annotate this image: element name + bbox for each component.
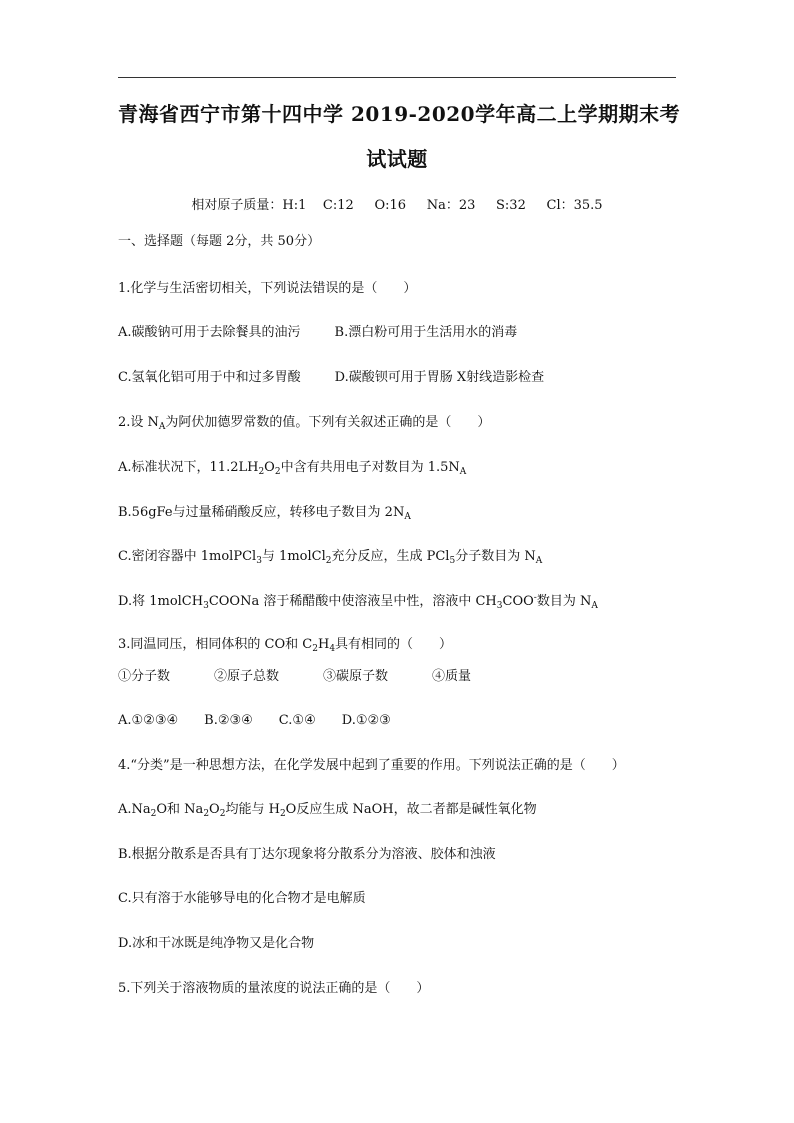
text: O — [209, 802, 220, 817]
question-1-options-ab — [118, 324, 517, 342]
page-title-continued: 试试题 — [366, 147, 428, 171]
text: 中含有共用电子对数目为 1.5N — [280, 460, 460, 475]
q3-option-a: A.①②③④ — [118, 713, 179, 728]
text: 分子数目为 N — [455, 549, 536, 564]
question-4-stem: 4.“分类”是一种思想方法，在化学发展中起到了重要的作用。下列说法正确的是（ ） — [118, 758, 625, 773]
q3-item: ④质量 — [432, 669, 472, 684]
text: 均能与 H — [225, 802, 280, 817]
subscript: 2 — [150, 809, 157, 819]
question-3-options — [118, 712, 391, 730]
subscript: 2 — [219, 809, 226, 819]
subscript: A — [591, 601, 598, 611]
subscript: A — [459, 467, 467, 477]
q2-stem-text: 2.设 N — [118, 415, 159, 430]
subscript: 2 — [325, 556, 332, 566]
q1-option-a: A.碳酸钠可用于去除餐具的油污 — [118, 325, 301, 340]
superscript: - — [533, 593, 537, 603]
q2-option-d — [118, 593, 598, 611]
header-rule — [118, 77, 676, 78]
q3-item: ③碳原子数 — [323, 669, 389, 684]
subscript: 2 — [274, 467, 281, 477]
text: A.标准状况下，11.2LH — [118, 460, 259, 475]
subscript: 2 — [258, 467, 265, 477]
text: 充分反应，生成 PCl — [331, 549, 450, 564]
text: COONa 溶于稀醋酸中使溶液呈中性，溶液中 CH — [208, 594, 497, 609]
question-3-stem — [118, 636, 452, 654]
text: O反应生成 NaOH，故二者都是碱性氧化物 — [285, 802, 537, 817]
subscript: 2 — [203, 809, 210, 819]
text: 3.同温同压，相同体积的 CO和 C — [118, 637, 313, 652]
subscript: 2 — [279, 809, 286, 819]
subscript: 3 — [496, 601, 503, 611]
q2-stem-text-end: 为阿伏加德罗常数的值。下列有关叙述正确的是（ ） — [165, 415, 491, 430]
text: C.密闭容器中 1molPCl — [118, 549, 257, 564]
q2-stem-sub: A — [158, 422, 166, 432]
text: 数目为 N — [536, 594, 592, 609]
text: A.Na — [118, 802, 151, 817]
section-heading: 一、选择题（每题 2分，共 50分） — [118, 234, 321, 249]
subscript: 4 — [329, 644, 336, 654]
q3-item: ①分子数 — [118, 669, 171, 684]
q1-option-d: D.碳酸钡可用于胃肠 X射线造影检查 — [334, 370, 545, 385]
q4-option-a — [118, 801, 537, 819]
q1-option-b: B.漂白粉可用于生活用水的消毒 — [334, 325, 518, 340]
text: D.将 1molCH — [118, 594, 204, 609]
text: O和 Na — [156, 802, 204, 817]
page-title: 青海省西宁市第十四中学 2019-2020学年高二上学期期末考 — [118, 102, 681, 126]
subscript: 5 — [449, 556, 456, 566]
q1-option-c: C.氢氧化铝可用于中和过多胃酸 — [118, 370, 301, 385]
q4-option-b: B.根据分散系是否具有丁达尔现象将分散系分为溶液、胶体和浊液 — [118, 847, 496, 862]
atomic-masses: 相对原子质量：H:1 C:12 O:16 Na：23 S:32 Cl：35.5 — [191, 198, 603, 213]
q4-option-c: C.只有溶于水能够导电的化合物才是电解质 — [118, 891, 366, 906]
q3-option-c: C.①④ — [278, 713, 316, 728]
q3-option-d: D.①②③ — [341, 713, 391, 728]
question-1-options-cd — [118, 369, 544, 387]
q3-item: ②原子总数 — [214, 669, 280, 684]
question-3-items — [118, 668, 471, 686]
q2-option-a — [118, 459, 466, 477]
subscript: 3 — [256, 556, 262, 566]
text: O — [264, 460, 275, 475]
text: 具有相同的（ ） — [335, 637, 453, 652]
text: 与 1molCl — [261, 549, 326, 564]
question-5-stem: 5.下列关于溶液物质的量浓度的说法正确的是（ ） — [118, 981, 430, 996]
subscript: 3 — [203, 601, 209, 611]
subscript: A — [404, 512, 411, 522]
question-2-stem — [118, 414, 490, 432]
question-1-stem: 1.化学与生活密切相关，下列说法错误的是（ ） — [118, 281, 417, 296]
q2-option-b — [118, 504, 411, 522]
q2-option-c — [118, 548, 542, 566]
q4-option-d: D.冰和干冰既是纯净物又是化合物 — [118, 936, 315, 951]
text: H — [317, 637, 330, 652]
subscript: 2 — [312, 644, 318, 654]
text: B.56gFe与过量稀硝酸反应，转移电子数目为 2N — [118, 505, 405, 520]
subscript: A — [535, 556, 543, 566]
q3-option-b: B.②③④ — [204, 713, 253, 728]
text: COO — [502, 594, 534, 609]
